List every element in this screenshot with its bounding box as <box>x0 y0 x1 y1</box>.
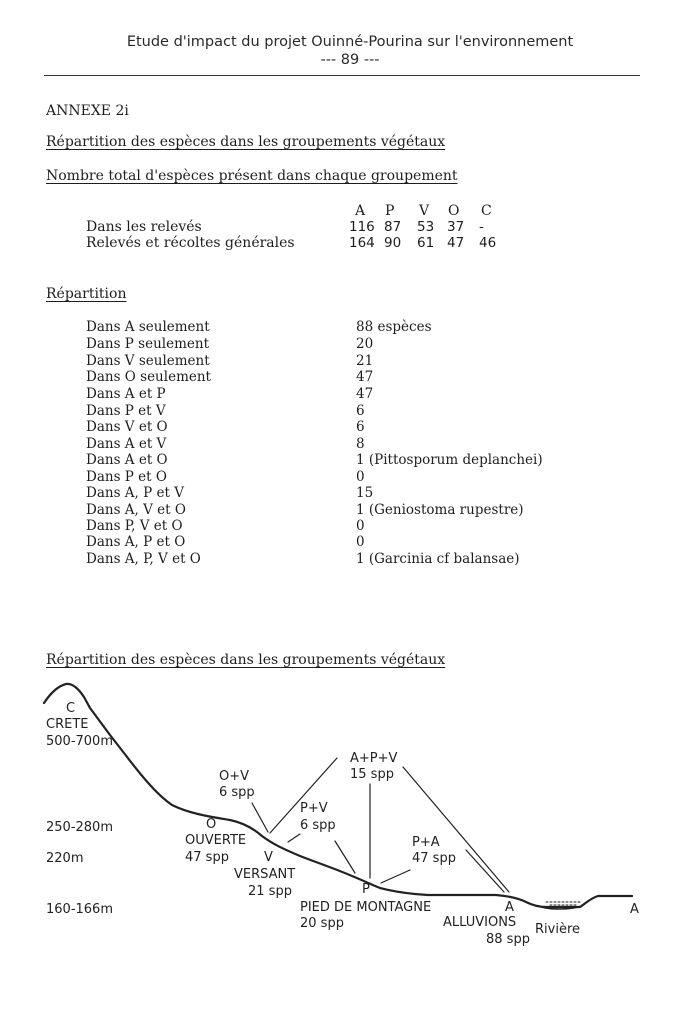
repartition-value: 1 (Garcinia cf balansae) <box>356 551 520 567</box>
table-cell: 37 <box>447 219 465 235</box>
repartition-label: Dans A et O <box>86 452 168 468</box>
zone-name-ouverte: OUVERTE <box>185 833 247 848</box>
totals-title: Nombre total d'espèces présent dans chaque groupement <box>46 168 458 184</box>
repartition-label: Dans A seulement <box>86 319 210 335</box>
zone-letter-c: C <box>66 701 76 716</box>
pointer-line <box>403 767 509 892</box>
page-number: --- 89 --- <box>320 52 380 68</box>
zone-letter-a: A <box>505 900 514 915</box>
zone-name-riviere: Rivière <box>535 922 581 937</box>
repartition-label: Dans A et V <box>86 436 167 452</box>
altitude-label: 160-166m <box>46 902 113 917</box>
totals-row-label: Dans les relevés <box>86 219 202 235</box>
zone-name-crete: CRETE <box>46 717 89 732</box>
main-title: Répartition des espèces dans les groupements végétaux <box>46 134 446 150</box>
zone-count-pied: 20 spp <box>300 916 344 931</box>
repartition-value: 1 (Pittosporum deplanchei) <box>356 452 543 468</box>
repartition-value: 8 <box>356 436 365 452</box>
terrain-profile <box>44 684 632 907</box>
zone-count-versant: 21 spp <box>248 884 292 899</box>
table-cell: 116 <box>349 219 375 235</box>
table-cell: - <box>479 219 484 235</box>
zone-letter-o: O <box>206 817 217 832</box>
table-cell: 90 <box>384 235 402 251</box>
zone-name-alluvions: ALLUVIONS <box>443 915 517 930</box>
shared-count-ov: 6 spp <box>219 785 255 800</box>
repartition-value: 47 <box>356 386 374 402</box>
repartition-value: 6 <box>356 419 365 435</box>
repartition-label: Dans A et P <box>86 386 166 402</box>
repartition-value: 15 <box>356 485 374 501</box>
repartition-label: Dans P et V <box>86 403 166 419</box>
table-cell: 47 <box>447 235 465 251</box>
column-header: O <box>448 203 460 219</box>
pointer-line <box>335 841 355 873</box>
repartition-value: 21 <box>356 353 374 369</box>
repartition-value: 20 <box>356 336 374 352</box>
repartition-label: Dans P, V et O <box>86 518 183 534</box>
table-cell: 46 <box>479 235 497 251</box>
repartition-label: Dans P seulement <box>86 336 209 352</box>
altitude-label: 500-700m <box>46 734 113 749</box>
zone-letter-v: V <box>264 850 273 865</box>
shared-label-pa: P+A <box>412 835 440 850</box>
column-header: V <box>419 203 430 219</box>
shared-count-pv: 6 spp <box>300 818 336 833</box>
altitude-label: 250-280m <box>46 820 113 835</box>
repartition-value: 88 espèces <box>356 319 432 335</box>
repartition-label: Dans A, P et O <box>86 534 186 550</box>
table-cell: 87 <box>384 219 402 235</box>
table-cell: 53 <box>417 219 435 235</box>
repartition-value: 47 <box>356 369 374 385</box>
shared-count-apv: 15 spp <box>350 767 394 782</box>
column-header: A <box>355 203 366 219</box>
zone-name-versant: VERSANT <box>234 867 296 882</box>
repartition-value: 1 (Geniostoma rupestre) <box>356 502 524 518</box>
repartition-value: 6 <box>356 403 365 419</box>
pointer-line <box>288 834 300 842</box>
shared-label-ov: O+V <box>219 769 250 784</box>
column-header: P <box>385 203 395 219</box>
repartition-label: Dans O seulement <box>86 369 211 385</box>
repartition-label: Dans V et O <box>86 419 168 435</box>
shared-label-pv: P+V <box>300 801 328 816</box>
zone-letter-p: P <box>362 882 370 897</box>
shared-label-apv: A+P+V <box>350 751 398 766</box>
pointer-line <box>466 850 504 892</box>
repartition-label: Dans P et O <box>86 469 167 485</box>
repartition-label: Dans A, P, V et O <box>86 551 201 567</box>
document-header-title: Etude d'impact du projet Ouinné-Pourina sur l'environnement <box>126 34 574 50</box>
diagram-title: Répartition des espèces dans les groupements végétaux <box>46 652 446 668</box>
zone-name-pied: PIED DE MONTAGNE <box>300 900 432 915</box>
shared-count-pa: 47 spp <box>412 851 456 866</box>
table-cell: 164 <box>349 235 375 251</box>
totals-row-label: Relevés et récoltes générales <box>86 235 295 251</box>
pointer-line <box>252 803 268 832</box>
table-cell: 61 <box>417 235 435 251</box>
repartition-value: 0 <box>356 534 365 550</box>
repartition-value: 0 <box>356 469 365 485</box>
pointer-line <box>381 870 410 883</box>
repartition-label: Dans A, P et V <box>86 485 184 501</box>
zone-count-alluvions: 88 spp <box>486 932 530 947</box>
repartition-title: Répartition <box>46 286 127 302</box>
repartition-value: 0 <box>356 518 365 534</box>
zone-count-ouverte: 47 spp <box>185 850 229 865</box>
column-header: C <box>481 203 492 219</box>
river-water <box>546 902 580 905</box>
zone-letter-a-right: A <box>630 902 639 917</box>
annex-label: ANNEXE 2i <box>46 103 129 119</box>
altitude-label: 220m <box>46 851 84 866</box>
repartition-label: Dans A, V et O <box>86 502 186 518</box>
repartition-label: Dans V seulement <box>86 353 210 369</box>
